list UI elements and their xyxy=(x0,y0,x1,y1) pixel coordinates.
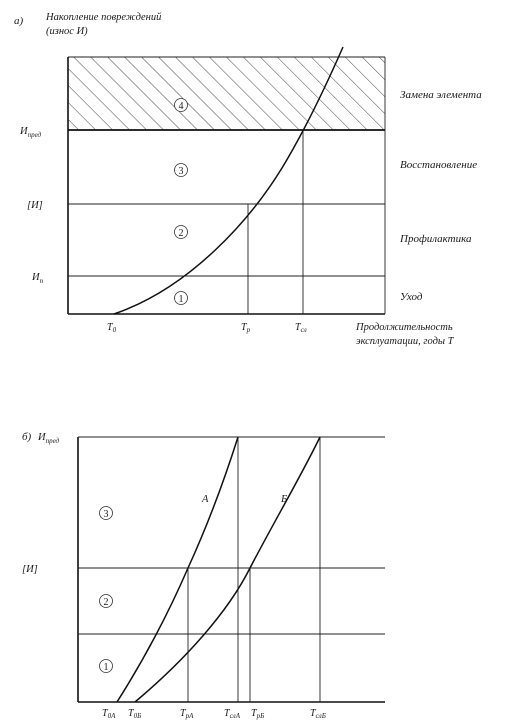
panel-b-zone-1-marker xyxy=(100,660,113,674)
zone-1-marker xyxy=(175,292,188,306)
tick-t0b: $T_{0Б}$ xyxy=(128,708,142,720)
tick-tslb: $T_{слБ}$ xyxy=(310,708,326,720)
panel-a-y-axis-title-line2: (износ И) xyxy=(46,26,88,37)
limit-wear-label: $И_{пред}$ xyxy=(20,126,42,139)
svg-text:3: 3 xyxy=(178,166,184,177)
initial-wear-label: $И_п$ xyxy=(32,272,44,285)
x-axis-title-line1: Продолжительность xyxy=(356,322,453,333)
panel-a xyxy=(14,12,482,347)
allowable-wear-label: [И] xyxy=(27,200,43,211)
x-axis-title-line2: эксплуатации, годы Т xyxy=(356,336,454,347)
zone-replacement-label: Замена элемента xyxy=(400,89,482,101)
curve-a-label: А xyxy=(202,494,209,505)
replacement-zone-hatch xyxy=(68,57,385,130)
tick-t0: $T_0$ xyxy=(107,322,117,334)
svg-text:4: 4 xyxy=(178,101,184,112)
svg-text:1: 1 xyxy=(103,662,109,673)
panel-b-allowable-wear-label: [И] xyxy=(22,564,38,575)
zone-2-marker xyxy=(175,226,188,240)
zone-restoration-label: Восстановление xyxy=(400,159,478,171)
panel-b-letter: б) xyxy=(22,431,32,443)
panel-b-zone-3-marker xyxy=(100,507,113,521)
tick-tsla: $T_{слА}$ xyxy=(224,708,240,720)
wear-curve-b xyxy=(135,437,320,702)
curve-b-label: Б xyxy=(281,494,288,505)
panel-a-letter: а) xyxy=(14,15,24,27)
zone-care-label: Уход xyxy=(400,291,423,303)
panel-b xyxy=(22,431,385,720)
panel-b-zone-2-marker xyxy=(100,595,113,609)
zone-prevention-label: Профилактика xyxy=(400,233,472,245)
svg-text:2: 2 xyxy=(103,597,109,608)
tick-tra: $T_{рА}$ xyxy=(180,708,194,720)
tick-trb: $T_{рБ}$ xyxy=(251,708,265,720)
zone-4-marker xyxy=(175,99,188,113)
svg-text:1: 1 xyxy=(178,294,184,305)
svg-text:3: 3 xyxy=(103,509,109,520)
panel-b-limit-wear-label: $И_{пред}$ xyxy=(38,432,60,445)
tick-tsl: $T_{сл}$ xyxy=(295,322,307,334)
tick-tr: $T_р$ xyxy=(241,322,251,334)
zone-3-marker xyxy=(175,164,188,178)
svg-text:2: 2 xyxy=(178,228,184,239)
panel-a-y-axis-title-line1: Накопление повреждений xyxy=(46,12,162,23)
tick-t0a: $T_{0А}$ xyxy=(102,708,116,720)
